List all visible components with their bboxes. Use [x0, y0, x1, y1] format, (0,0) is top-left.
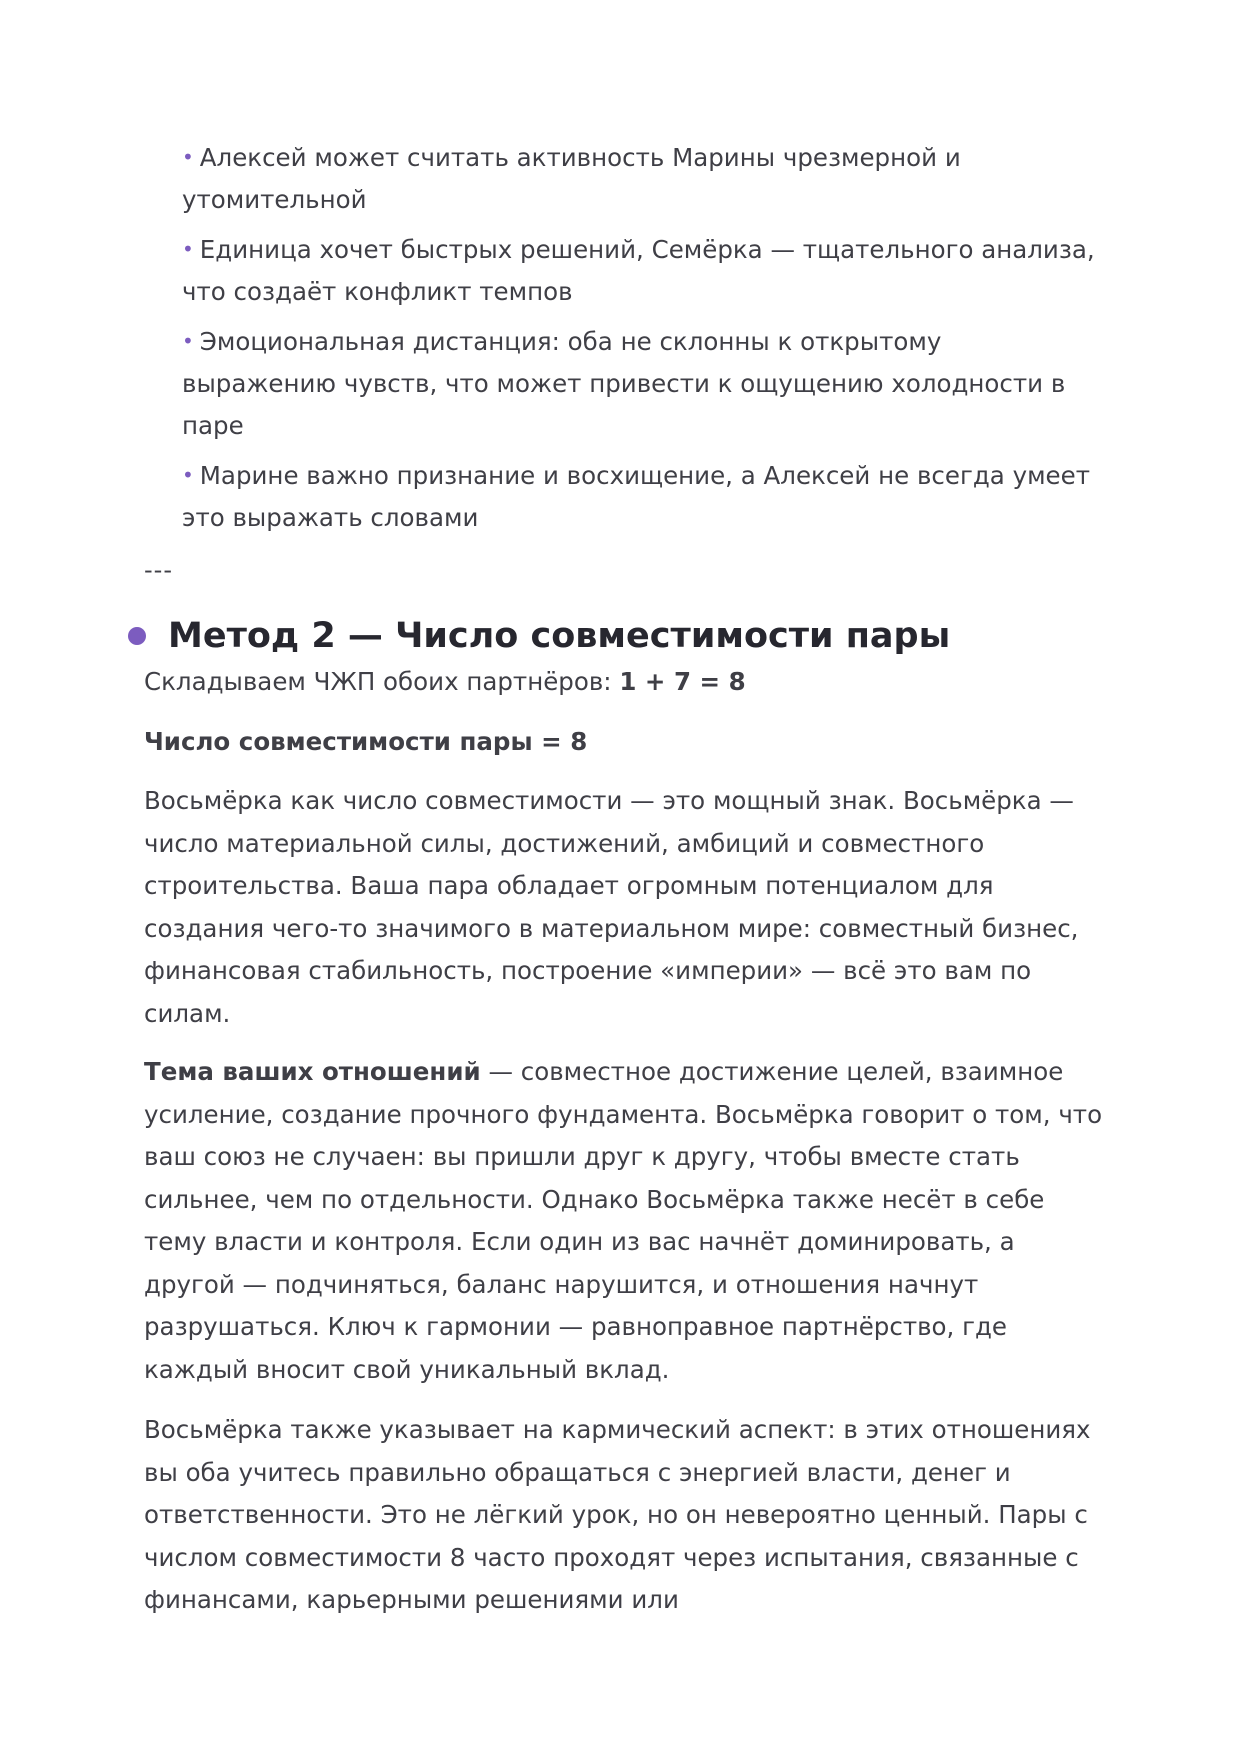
paragraph: [144, 1051, 1104, 1391]
list-item: [182, 320, 1102, 447]
paragraph: [144, 780, 1104, 1035]
list-item: [182, 228, 1102, 313]
list-item-text: Марине важно признание и восхищение, а Алексей не всегда умеет это выражать словами: [182, 461, 1090, 532]
sum-line: [144, 664, 1104, 700]
result-line: Число совместимости пары = 8: [144, 727, 588, 756]
drawbacks-list: [182, 136, 1102, 546]
bullet-icon: •: [182, 237, 194, 261]
list-item-text: Алексей может считать активность Марины чрезмерной и утомительной: [182, 143, 961, 214]
paragraph-text: Восьмёрка как число совместимости — это мощный знак. Восьмёрка — число материальной силы, достижений, амбиций и совместного строительства. Ваша пара обладает огромным потенциалом для создания чего-то значимого в материальном мире: совместный бизнес, финансовая стабильность, построение «империи» — всё это вам по силам.: [144, 786, 1079, 1028]
paragraph: [144, 1409, 1104, 1622]
section-heading: [128, 614, 950, 658]
list-item-text: Эмоциональная дистанция: оба не склонны к открытому выражению чувств, что может привести к ощущению холодности в паре: [182, 327, 1066, 440]
paragraph-text: — совместное достижение целей, взаимное усиление, создание прочного фундамента. Восьмёрка говорит о том, что ваш союз не случаен: вы пришли друг к другу, чтобы вместе стать сильнее, чем по отдельности. Однако Восьмёрка также несёт в себе тему власти и контроля. Если один из вас начнёт доминировать, а другой — подчиняться, баланс нарушится, и отношения начнут разрушаться. Ключ к гармонии — равноправное партнёрство, где каждый вносит свой уникальный вклад.: [144, 1057, 1103, 1384]
paragraph-text: Восьмёрка также указывает на кармический аспект: в этих отношениях вы оба учитесь правильно обращаться с энергией власти, денег и ответственности. Это не лёгкий урок, но он невероятно ценный. Пары с числом совместимости 8 часто проходят через испытания, связанные с финансами, карьерными решениями или: [144, 1415, 1091, 1614]
heading-bullet-icon: [128, 627, 146, 645]
bullet-icon: •: [182, 463, 194, 487]
sum-formula: 1 + 7 = 8: [619, 667, 746, 696]
list-item: [182, 454, 1102, 539]
bullet-icon: •: [182, 329, 194, 353]
paragraph-bold-lead: Тема ваших отношений: [144, 1057, 481, 1086]
list-item-text: Единица хочет быстрых решений, Семёрка — тщательного анализа, что создаёт конфликт темпов: [182, 235, 1095, 306]
separator: ---: [144, 556, 173, 584]
section-title: Метод 2 — Число совместимости пары: [168, 616, 951, 656]
sum-line-prefix: Складываем ЧЖП обоих партнёров:: [144, 667, 620, 696]
list-item: [182, 136, 1102, 221]
bullet-icon: •: [182, 145, 194, 169]
